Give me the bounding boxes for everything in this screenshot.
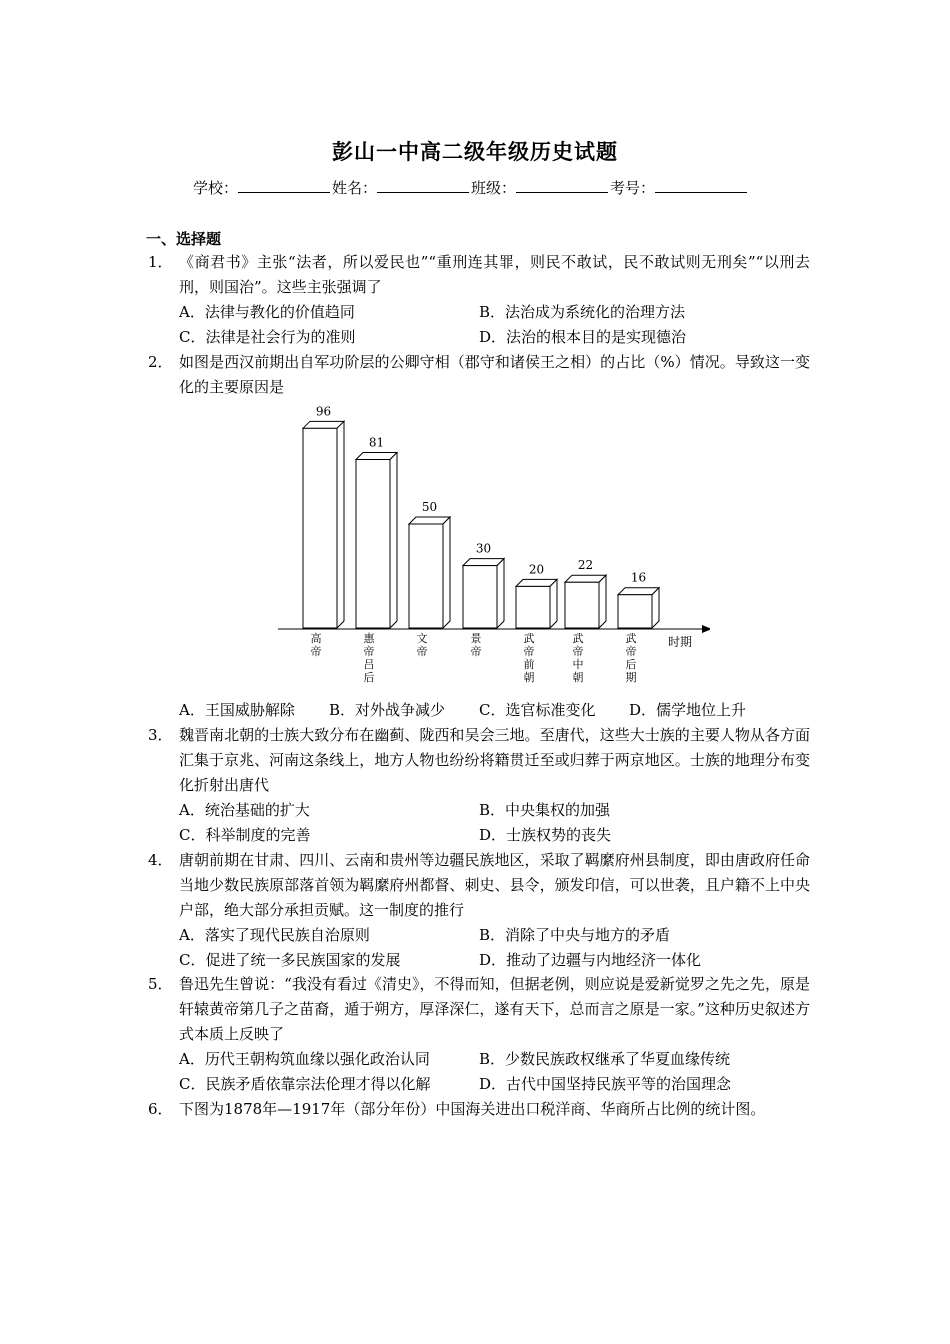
option-d: D．士族权势的丧失 xyxy=(479,826,612,844)
bar-front-face xyxy=(356,460,390,628)
options-row xyxy=(179,923,810,948)
question-number: 6． xyxy=(148,1100,173,1118)
class-label: 班级： xyxy=(471,179,517,197)
bar-value-label: 96 xyxy=(315,404,332,419)
question-4 xyxy=(146,848,810,973)
x-tick-label: 惠 xyxy=(363,632,375,645)
option-b: B．消除了中央与地方的矛盾 xyxy=(479,926,671,944)
question-stem: 唐朝前期在甘肃、四川、云南和贵州等边疆民族地区，采取了羁縻府州县制度，即由唐政府任命当地少数民族原部落首领为羁縻府州都督、刺史、县令，颁发印信，可以世袭，且户籍不上中央户部，绝大部分承担贡赋。这一制度的推行 xyxy=(179,851,810,919)
bar-front-face xyxy=(565,582,599,628)
x-tick-label: 文 xyxy=(416,632,428,645)
option-b: B．少数民族政权继承了华夏血缘传统 xyxy=(479,1050,731,1068)
bar-side-face xyxy=(337,421,344,628)
x-axis-arrow xyxy=(702,625,710,633)
question-number: 4． xyxy=(148,851,173,869)
bar-2 xyxy=(356,453,397,628)
option-c: C．选官标准变化 xyxy=(479,701,596,719)
question-1 xyxy=(146,250,810,350)
bar-value-label: 20 xyxy=(528,562,545,577)
x-tick-label: 武 xyxy=(523,632,535,645)
option-d: D．儒学地位上升 xyxy=(629,701,747,719)
options-row xyxy=(179,325,810,350)
id-label: 考号： xyxy=(610,179,656,197)
option-c: C．法律是社会行为的准则 xyxy=(179,328,356,346)
bar-side-face xyxy=(599,575,606,628)
options-row xyxy=(179,948,810,973)
question-6 xyxy=(146,1097,810,1122)
x-tick-label: 帝 xyxy=(470,645,482,658)
student-info-line xyxy=(193,177,749,198)
bar-front-face xyxy=(409,524,443,628)
bar-side-face xyxy=(550,579,557,628)
option-b: B．对外战争减少 xyxy=(329,701,446,719)
bar-value-label: 16 xyxy=(630,570,647,585)
x-tick-label: 后 xyxy=(625,658,637,671)
options-row xyxy=(179,698,810,723)
bar-front-face xyxy=(463,566,497,628)
question-number: 1． xyxy=(148,253,173,271)
x-tick-label: 帝 xyxy=(625,645,637,658)
bar-4 xyxy=(463,559,504,628)
options-row xyxy=(179,798,810,823)
option-b: B．中央集权的加强 xyxy=(479,801,611,819)
bar-front-face xyxy=(516,586,550,628)
bar-chart xyxy=(270,396,710,696)
option-a: A．落实了现代民族自治原则 xyxy=(179,926,370,944)
options-row xyxy=(179,300,810,325)
option-c: C．促进了统一多民族国家的发展 xyxy=(179,951,401,969)
x-tick-label: 前 xyxy=(523,658,535,671)
option-b: B．法治成为系统化的治理方法 xyxy=(479,303,686,321)
school-label: 学校： xyxy=(193,179,239,197)
option-a: A．王国威胁解除 xyxy=(179,701,295,719)
question-number: 2． xyxy=(148,353,173,371)
options-row xyxy=(179,1047,810,1072)
question-number: 5． xyxy=(148,975,173,993)
page-title: 彭山一中高二级年级历史试题 xyxy=(332,140,618,164)
bar-3 xyxy=(409,517,450,628)
question-stem: 鲁迅先生曾说：“我没有看过《清史》，不得而知，但据老例，则应说是爱新觉罗之先之先，原是轩辕黄帝第几子之苗裔，遁于朔方，厚泽深仁，遂有天下，总而言之原是一家。”这种历史叙述方式本质上反映了 xyxy=(179,975,810,1043)
bar-value-label: 22 xyxy=(577,558,594,573)
bar-side-face xyxy=(443,517,450,628)
question-stem: 如图是西汉前期出自军功阶层的公卿守相（郡守和诸侯王之相）的占比（%）情况。导致这一变化的主要原因是 xyxy=(179,353,810,396)
name-label: 姓名： xyxy=(332,179,378,197)
option-a: A．历代王朝构筑血缘以强化政治认同 xyxy=(179,1050,430,1068)
bar-front-face xyxy=(303,428,337,628)
bar-value-label: 30 xyxy=(475,541,492,556)
x-tick-label: 后 xyxy=(363,671,375,684)
name-blank xyxy=(377,178,469,193)
bar-7 xyxy=(618,588,659,628)
x-tick-label: 帝 xyxy=(416,645,428,658)
option-a: A．法律与教化的价值趋同 xyxy=(179,303,355,321)
bar-value-label: 50 xyxy=(421,500,438,514)
question-number: 3． xyxy=(148,726,173,744)
option-d: D．古代中国坚持民族平等的治国理念 xyxy=(479,1075,732,1093)
x-tick-label: 帝 xyxy=(523,645,535,658)
question-3 xyxy=(146,723,810,848)
x-tick-label: 中 xyxy=(572,658,584,671)
x-tick-label: 朝 xyxy=(572,671,584,684)
question-stem: 《商君书》主张“法者，所以爱民也”“重刑连其罪，则民不敢试，民不敢试则无刑矣”“以刑去刑，则国治”。这些主张强调了 xyxy=(179,253,810,296)
x-tick-label: 帝 xyxy=(572,645,584,658)
x-tick-label: 武 xyxy=(572,632,584,645)
option-c: C．民族矛盾依靠宗法伦理才得以化解 xyxy=(179,1075,431,1093)
question-2 xyxy=(146,350,810,400)
option-a: A．统治基础的扩大 xyxy=(179,801,310,819)
question-stem: 魏晋南北朝的士族大致分布在幽蓟、陇西和吴会三地。至唐代，这些大士族的主要人物从各方面汇集于京兆、河南这条线上，地方人物也纷纷将籍贯迁至或归葬于两京地区。士族的地理分布变化折射出唐代 xyxy=(179,726,810,794)
bar-1 xyxy=(303,421,344,628)
bar-value-label: 81 xyxy=(368,435,385,450)
bar-5 xyxy=(516,579,557,628)
x-tick-label: 帝 xyxy=(310,645,322,658)
bar-6 xyxy=(565,575,606,628)
class-blank xyxy=(516,178,608,193)
x-tick-label: 帝 xyxy=(363,645,375,658)
id-blank xyxy=(655,178,747,193)
x-tick-label: 吕 xyxy=(363,658,375,671)
question-2-options xyxy=(146,698,810,723)
option-c: C．科举制度的完善 xyxy=(179,826,311,844)
bar-side-face xyxy=(497,559,504,628)
bar-front-face xyxy=(618,595,652,628)
question-stem: 下图为1878年—1917年（部分年份）中国海关进出口税洋商、华商所占比例的统计图。 xyxy=(179,1100,766,1118)
x-axis-label: 时期 xyxy=(668,635,693,649)
options-row xyxy=(179,1072,810,1097)
option-d: D．推动了边疆与内地经济一体化 xyxy=(479,951,702,969)
x-tick-label: 景 xyxy=(470,632,482,645)
bar-side-face xyxy=(652,588,659,628)
x-tick-label: 高 xyxy=(310,632,322,645)
x-tick-label: 期 xyxy=(625,671,637,684)
options-row xyxy=(179,823,810,848)
bar-side-face xyxy=(390,453,397,628)
section-title: 一、选择题 xyxy=(146,230,222,248)
question-5 xyxy=(146,972,810,1097)
school-blank xyxy=(238,178,330,193)
x-tick-label: 武 xyxy=(625,632,637,645)
x-tick-label: 朝 xyxy=(523,671,535,684)
option-d: D．法治的根本目的是实现德治 xyxy=(479,328,687,346)
